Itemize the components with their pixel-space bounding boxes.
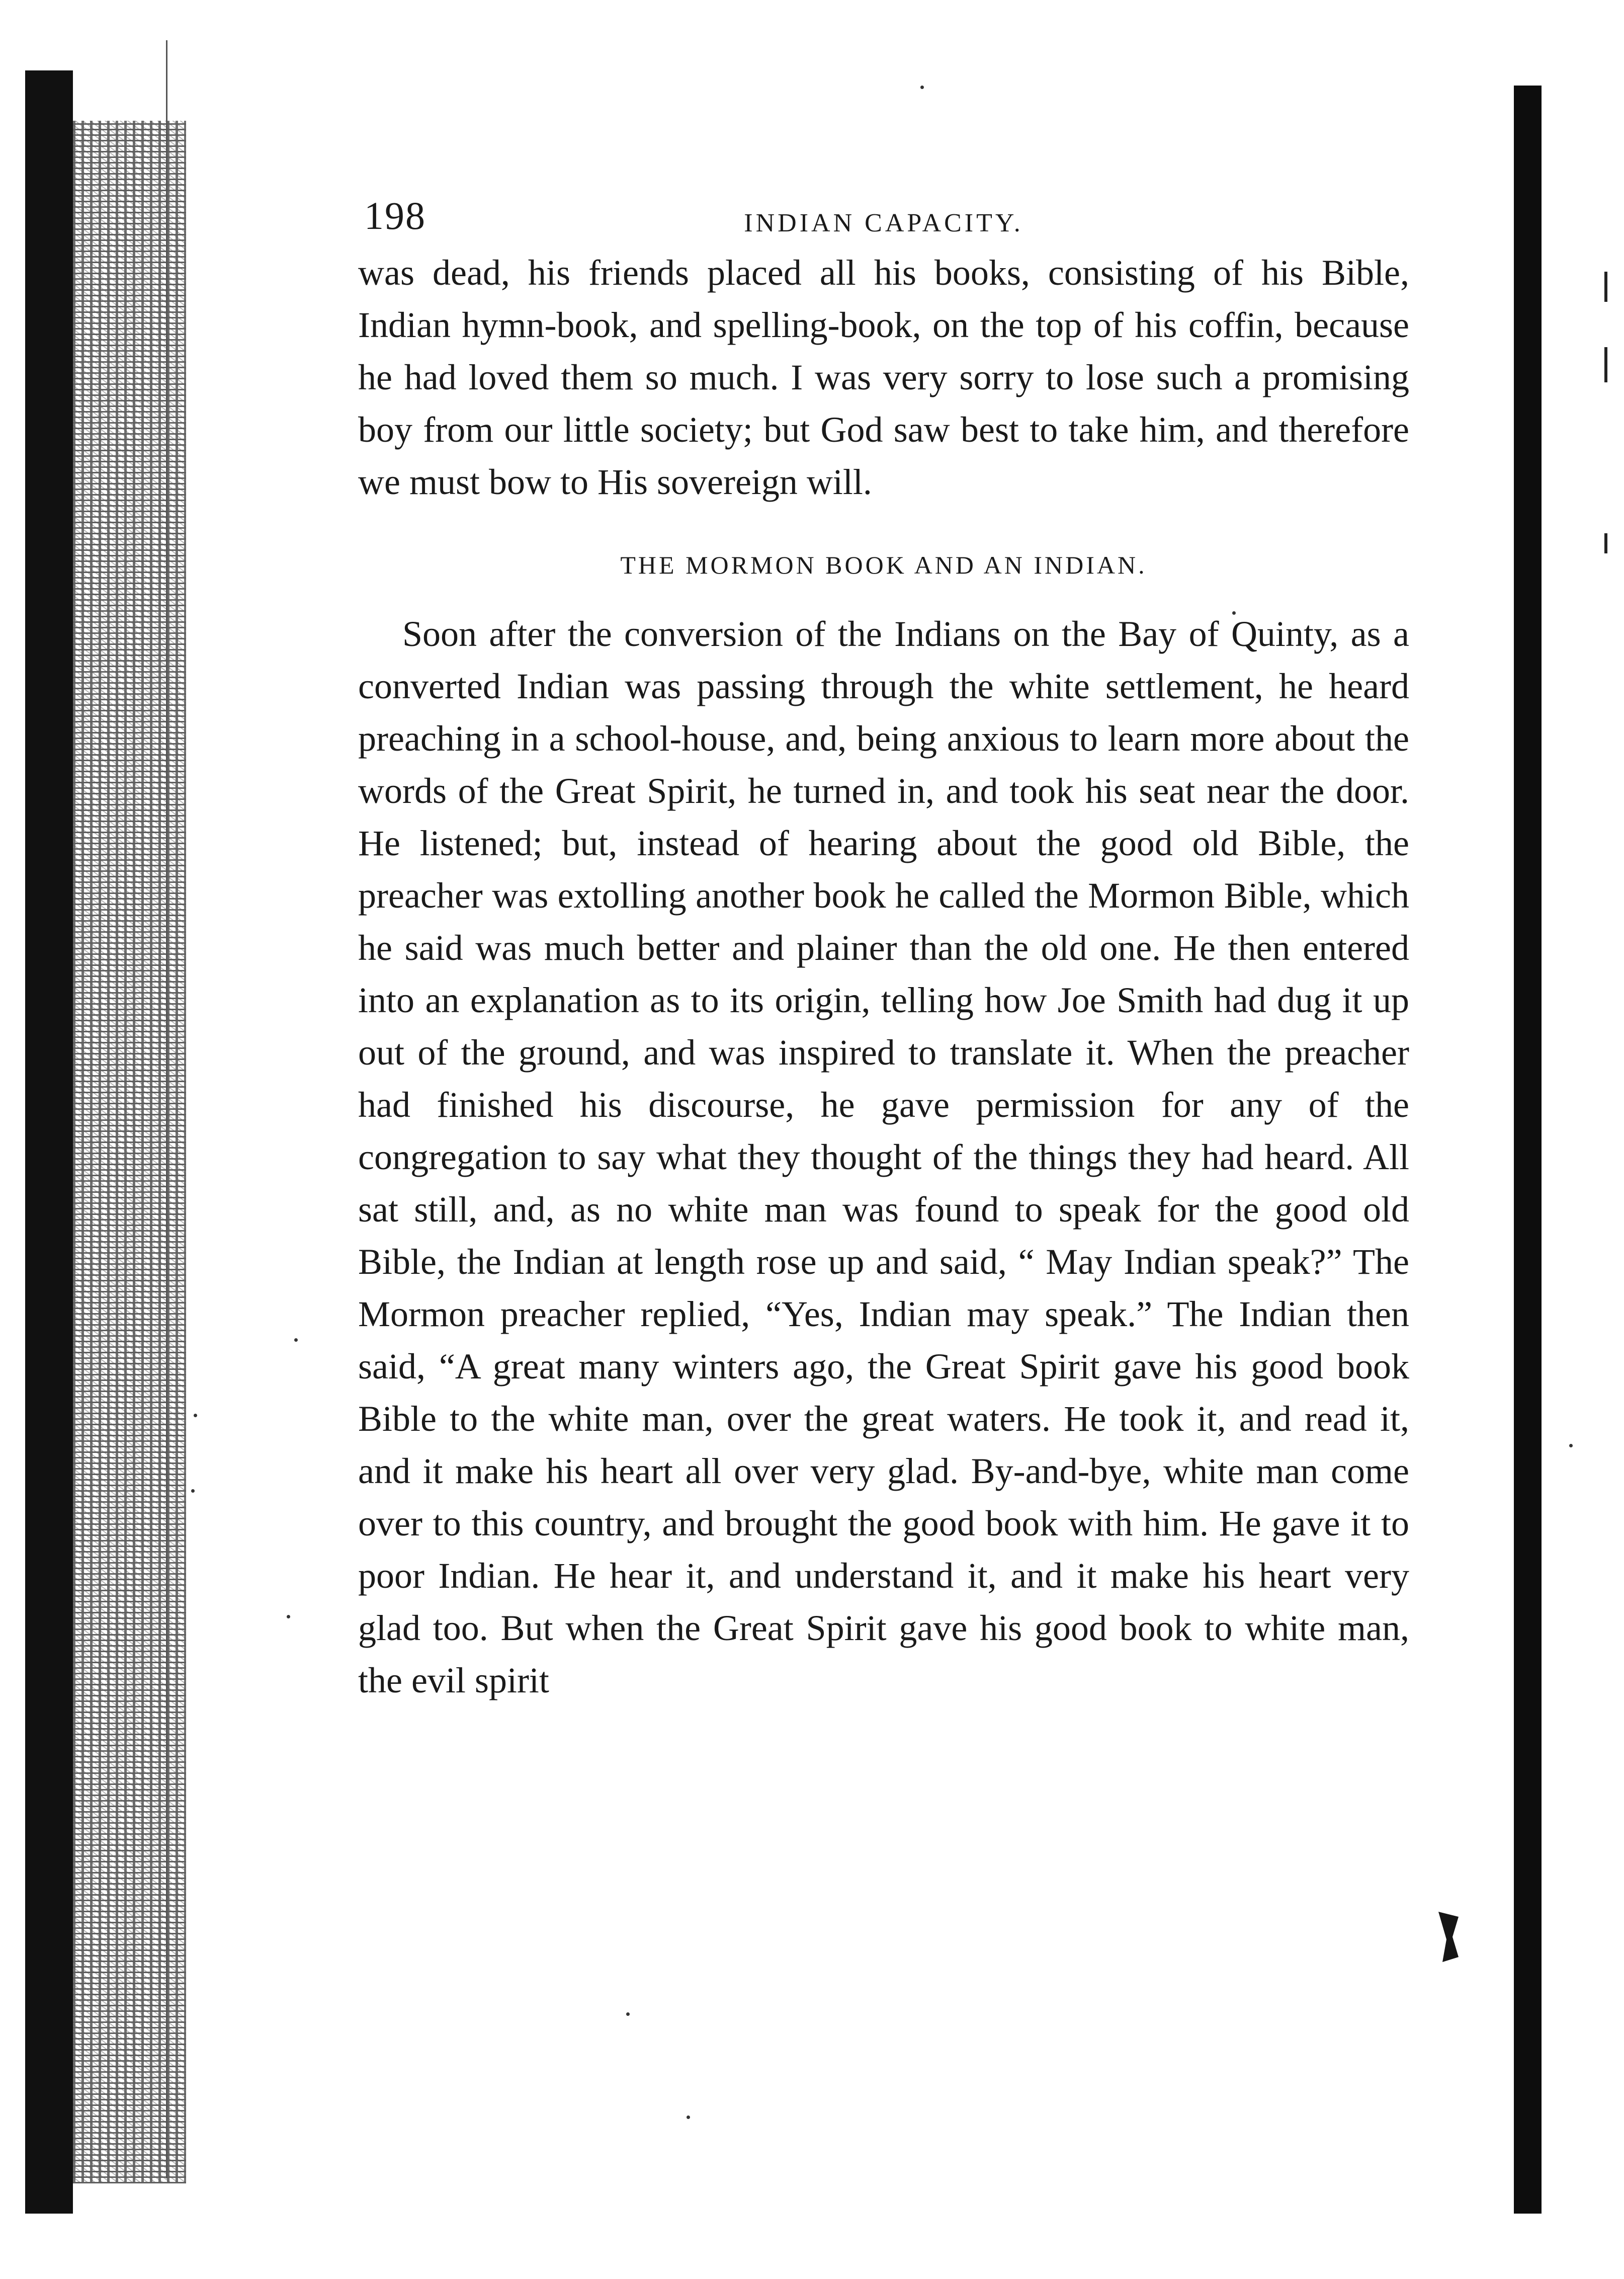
scan-speck <box>191 1489 195 1493</box>
scan-binding-shadow <box>25 70 73 2214</box>
book-page <box>358 191 1409 1706</box>
section-paragraph: Soon after the conversion of the Indians on the Bay of Quinty, as a converted Indian was passing through the white settlement, he heard preaching in a school-house, and, being anxious to learn more about the words of the Great Spirit, he turned in, and took his seat near the door. He listened; but, instead of hearing about the good old Bible, the preacher was extolling another book he called the Mormon Bible, which he said was much better and plainer than the old one. He then entered into an explanation as to its origin, telling how Joe Smith had dug it up out of the ground, and was inspired to translate it. When the preacher had finished his discourse, he gave permission for any of the congregation to say what they thought of the things they had heard. All sat still, and, as no white man was found to speak for the good old Bible, the Indian at length rose up and said, “ May Indian speak?” The Mormon preacher replied, “Yes, Indian may speak.” The Indian then said, “A great many winters ago, the Great Spirit gave his good book Bible to the white man, over the great waters. He took it, and read it, and it make his heart all over very glad. By-and-bye, white man come over to this country, and brought the good book with him. He gave it to poor Indian. He hear it, and understand it, and it make his heart very glad too. But when the Great Spirit gave his good book to white man, the evil spirit <box>358 614 1409 1700</box>
scan-right-edge-marks <box>1604 272 1614 574</box>
scan-edge-noise <box>73 121 186 2183</box>
scan-speck <box>1569 1444 1573 1447</box>
scan-fold-line <box>166 40 167 2178</box>
running-head <box>358 191 1409 247</box>
scan-margin-blot <box>1438 1912 1459 1962</box>
section-heading: THE MORMON BOOK AND AN INDIAN. <box>620 551 1147 579</box>
running-title: INDIAN CAPACITY. <box>744 209 1023 237</box>
scan-speck <box>687 2115 690 2119</box>
scan-right-edge-bar <box>1514 86 1542 2214</box>
scan-left-edge-shadow <box>25 70 176 2214</box>
scan-speck <box>194 1414 197 1417</box>
scan-speck <box>287 1615 290 1618</box>
scan-speck <box>626 2012 630 2016</box>
scan-speck <box>294 1338 298 1342</box>
continuation-paragraph: was dead, his friends placed all his books, consisting of his Bible, Indian hymn-book, and spelling-book, on the top of his coffin, because he had loved them so much. I was very sorry to lose such a promising boy from our little society; but God saw best to take him, and therefore we must bow to His sovereign will. <box>358 253 1409 502</box>
scan-speck <box>920 86 924 89</box>
page-number: 198 <box>364 194 426 237</box>
